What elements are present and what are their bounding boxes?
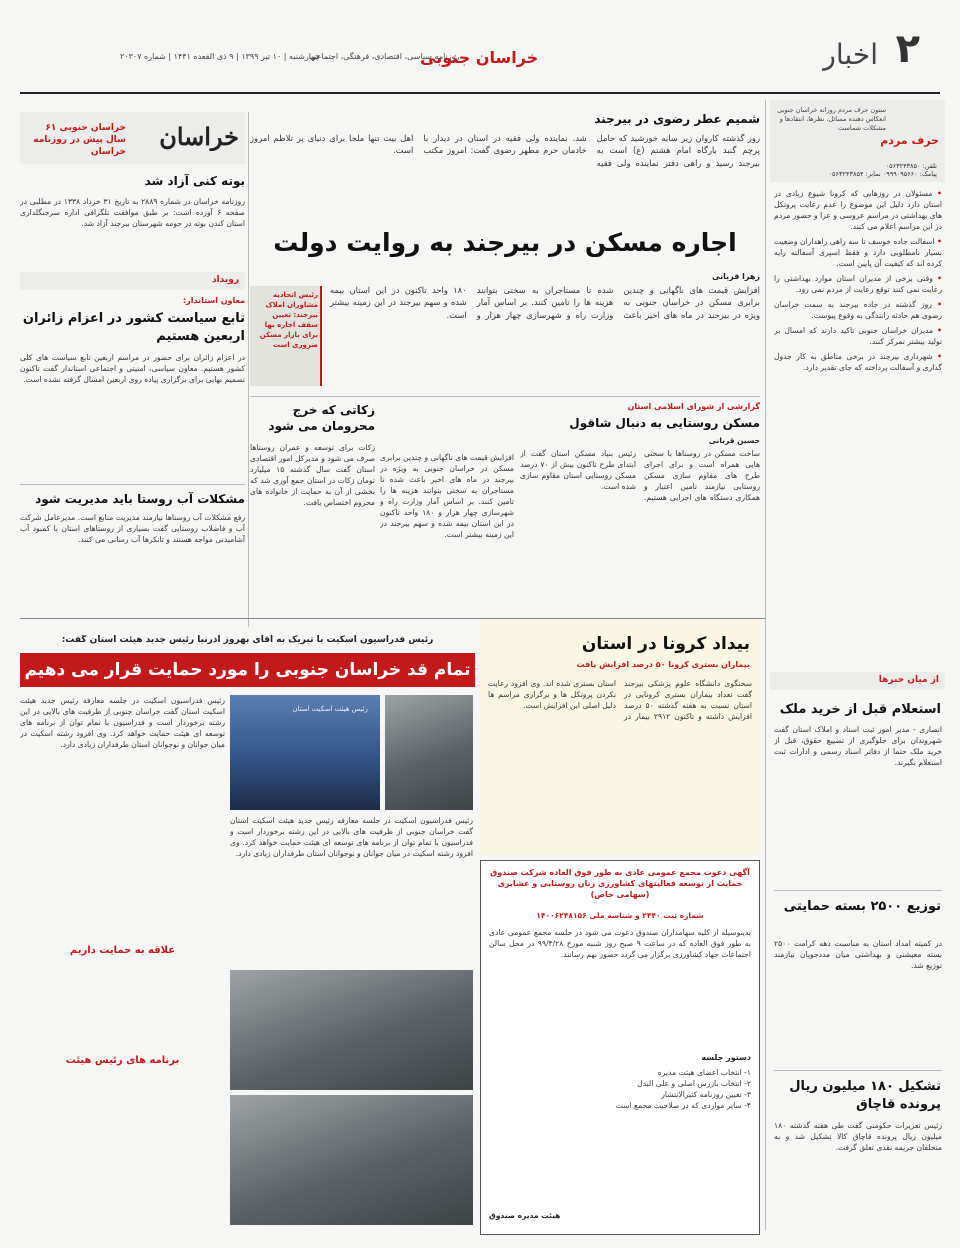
sports-kicker: رئیس فدراسیون اسکیت با تبریک به آقای بهروز آذرنیا رئیس جدید هیئت استان گفت: bbox=[61, 635, 434, 645]
paper-name: خراسان جنوبی bbox=[420, 48, 539, 67]
sports-photo-3 bbox=[230, 970, 473, 1090]
sports-photo-4 bbox=[230, 1095, 473, 1225]
council-story bbox=[520, 402, 760, 612]
top-story-body: روز گذشته کاروان زیر سایه خورشید که حامل پرچم گنبد بارگاه امام هشتم (ع) است به بیرجند رسید و راهی دفتر نماینده ولی فقیه شد. نماینده ولی فقیه در استان در دیدار با خادمان حرم مطهر رضوی گفت: امروز مکتب اهل بیت تنها ملجا برای دنیای پر تلاطم امروز است. bbox=[250, 133, 760, 168]
sms-number: ۰۹۹۹۰۹۵۶۶۰ bbox=[882, 170, 918, 178]
archive-box bbox=[20, 112, 245, 164]
masthead bbox=[0, 0, 960, 110]
main-body: افزایش قیمت های ناگهانی و چندین برابری مسکن در خراسان جنوبی به ویژه در بیرجند در ماه های اخیر باعث شده تا مستاجران به سختی بتوانند هزینه ها را تامین کنند. بر اساس آمار وزارت راه و شهرسازی چهار هزار و ۱۸۰ واحد تاکنون در این استان بیمه شده و سهم بیرجند در این زمینه بیشتر است. bbox=[330, 285, 760, 320]
zakat-story bbox=[250, 402, 375, 617]
reader-voice-desc: ستون حرف مردم روزانه خراسان جنوبی انعکاس دهنده مسائل، نظرها، انتقادها و مشکلات شماست bbox=[777, 106, 886, 132]
sports-headline-band bbox=[20, 653, 475, 687]
zakat-body: زکات برای توسعه و عمران روستاها صرف می شود و مدیرکل امور اقتصادی استان گفت سال گذشته ۱۵ میلیارد تومان زکات در استان جمع آوری شد که بخشی از آن به حمایت از خانواده های محروم اختصاص یافت. bbox=[250, 443, 375, 507]
agenda-item: ۳- تعیین روزنامه کثیرالانتشار bbox=[661, 1090, 751, 1099]
event-1-kicker: معاون استاندار: bbox=[182, 296, 245, 305]
event-2-title: مشکلات آب روستا باید مدیریت شود bbox=[35, 492, 245, 506]
reader-voice-label: حرف مردم bbox=[880, 134, 939, 147]
events-label: رویداد bbox=[211, 275, 239, 285]
council-continued: افزایش قیمت های ناگهانی و چندین برابری مسکن در خراسان جنوبی به ویژه در بیرجند در ماه های اخیر باعث شده تا مستاجران به سختی بتوانند هزینه ها را تامین کنند. بر اساس آمار وزارت راه و شهرسازی چهار هزار و ۱۸۰ واحد تاکنون در این استان بیمه شده و سهم بیرجند در این زمینه بیشتر است. bbox=[380, 452, 514, 612]
sports-sub2: برنامه های رئیس هیئت bbox=[20, 1055, 225, 1066]
section-title: اخبار bbox=[822, 38, 878, 71]
corona-body: سخنگوی دانشگاه علوم پزشکی بیرجند گفت تعداد بیماران بستری کرونایی در استان نسبت به هفته گذشته ۵۰ درصد افزایش داشته و تاکنون ۲۹۱۲ بیمار در استان بستری شده اند. وی افزود رعایت نکردن پروتکل ها و برگزاری مراسم ها دلیل اصلی این افزایش است. bbox=[488, 679, 752, 721]
ad-body: بدینوسیله از کلیه سهامداران صندوق دعوت می شود در جلسه مجمع عمومی عادی به طور فوق العاده که در ساعت ۹ صبح روز شنبه مورخ ۹۹/۴/۲۸ در محل سالن اجتماعات جهاد کشاورزی برگزار می گردد حضور بهم رسانند. bbox=[489, 928, 751, 959]
sms-row: پیامک: ۰۹۹۹۰۹۵۶۶۰ نمابر: ۰۵۶۳۲۴۳۸۵۴ bbox=[828, 170, 937, 178]
reader-voice-header bbox=[770, 100, 945, 182]
reader-item: روز گذشته در جاده بیرجند به سمت خراسان رضوی هم حادثه رانندگی به وقوع پیوست. bbox=[774, 300, 942, 320]
sports-headline: تمام قد خراسان جنوبی را مورد حمایت قرار می دهیم bbox=[24, 660, 471, 680]
tagline: روزنامه سیاسی، اقتصادی، فرهنگی، اجتماعی bbox=[310, 52, 460, 61]
brief-3-title: تشکیل ۱۸۰ میلیون ریال پرونده قاچاق bbox=[789, 1079, 941, 1112]
ad-sign: هیئت مدیره صندوق bbox=[489, 1211, 561, 1220]
sports-quote: علاقه به حمایت داریم bbox=[20, 945, 225, 956]
sports-body-2: رئیس فدراسیون اسکیت در جلسه معارفه رئیس جدید هیئت اسکیت استان گفت خراسان جنوبی از ظرفیت های بالایی در این رشته برخوردار است و فدراسیون با تمام توان از برنامه های توسعه ای هیئت حمایت خواهد کرد. وی افزود رشته اسکیت در میان جوانان و نوجوانان استان طرفداران زیادی دارد. bbox=[230, 816, 473, 858]
archive-body: روزنامه خراسان در شماره ۲۸۸۹ به تاریخ ۳۱ خرداد ۱۳۳۸ در مطلبی در صفحه ۶ آورده است: بر طبق موافقت تلگرافی اداره سرجنگلداری استان کندن بوته در حومه شهرستان بیرجند آزاد شد. bbox=[20, 197, 245, 228]
slide-text: رئیس هیئت اسکیت استان bbox=[292, 705, 368, 713]
sports-story bbox=[20, 625, 475, 1235]
archive-logo: خراسان bbox=[159, 122, 239, 151]
briefs-label: از میان خبرها bbox=[878, 675, 939, 685]
sports-body: رئیس فدراسیون اسکیت در جلسه معارفه رئیس جدید هیئت اسکیت استان گفت خراسان جنوبی از ظرفیت های بالایی در این رشته برخوردار است و فدراسیون با تمام توان از برنامه های توسعه ای هیئت حمایت خواهد کرد. وی افزود رشته اسکیت در میان جوانان و نوجوانان استان طرفداران زیادی دارد. bbox=[20, 696, 225, 749]
top-story-kicker: شمیم عطر رضوی در بیرجند bbox=[594, 112, 760, 126]
agenda-item: ۴- سایر مواردی که در صلاحیت مجمع است bbox=[615, 1101, 751, 1110]
reader-voice-items: • مسئولان در روزهایی که کرونا شیوع زیادی در استان دارد دلیل این موضوع را عدم رعایت پروتکل های بهداشتی در مراسم عروسی و عزا و حضور مردم در این مراسم اعلام می کنند. • اسفالت جاده خوسف تا سه راهی راهداران وضعیت بسیار نامطلوبی دارد و فقط اسپری آسفالته رایه کرده اند که کیفیت آن پایین است. • وقتی برخی از مدیران استان موارد بهداشتی را رعایت نمی کنند توقع رعایت از مردم نمی رود. • روز گذشته در جاده بیرجند به سمت خراسان رضوی هم حادثه رانندگی به وقوع پیوست. • مدیران خراسان جنوبی تاکید دارند که امسال بر تولید بیشتر تمرکز کنند. • شهرداری بیرجند در برخی مناطق به کار جدول گذاری و آسفالت پرداخته که جای تقدیر دارد. bbox=[774, 189, 942, 372]
issue-line: چهارشنبه | ۱۰ تیر ۱۳۹۹ | ۹ ذی القعده ۱۴۴۱ | شماره ۲۰۳۰۷ bbox=[120, 52, 320, 61]
main-story bbox=[250, 224, 760, 394]
ad-box bbox=[480, 860, 760, 1235]
reader-item: اسفالت جاده خوسف تا سه راهی راهداران وضعیت بسیار نامطلوبی دارد و فقط اسپری آسفالته رایه کرده اند که کیفیت آن پایین است. bbox=[774, 237, 942, 268]
corona-headline: بیداد کرونا در استان bbox=[581, 634, 750, 654]
event-1-title: تابع سیاست کشور در اعزام زائران اربعین هستیم bbox=[22, 311, 245, 344]
sports-photo-1 bbox=[230, 695, 380, 810]
main-headline: اجاره مسکن در بیرجند به روایت دولت bbox=[273, 228, 737, 257]
event-2-body: رفع مشکلات آب روستاها نیازمند مدیریت منابع است. مدیرعامل شرکت آب و فاضلاب روستایی گفت بسیاری از روستاهای استان با کمبود آب آشامیدنی مواجه هستند و تانکرها آب رسانی می کنند. bbox=[20, 513, 245, 544]
council-kicker: گزارشی از شورای اسلامی استان bbox=[627, 402, 760, 411]
brief-1-body: انصاری - مدیر امور ثبت اسناد و املاک استان گفت شهروندان برای جلوگیری از تضییع حقوق، قبل از خرید ملک حتما از دفاتر اسناد رسمی و ادارات ثبت استعلام بگیرند. bbox=[774, 725, 942, 767]
ad-title: آگهی دعوت مجمع عمومی عادی به طور فوق العاده شرکت صندوق حمایت از توسعه فعالیتهای کشاورزی زنان روستایی و عشایری (سهامی خاص) bbox=[490, 868, 750, 899]
corona-sub: بیماران بستری کرونا ۵۰ درصد افزایش یافت bbox=[576, 660, 750, 669]
corona-story bbox=[480, 620, 760, 855]
brief-3-body: رئیس تعزیرات حکومتی گفت طی هفته گذشته ۱۸۰ میلیون ریال پرونده قاچاق کالا تشکیل شد و به متخلفان جریمه نقدی تعلق گرفت. bbox=[774, 1121, 942, 1152]
top-story bbox=[250, 112, 760, 222]
ad-agenda-title: دستور جلسه bbox=[701, 1053, 751, 1062]
brief-1-title: استعلام قبل از خرید ملک bbox=[779, 702, 941, 717]
page-number: ۲ bbox=[895, 26, 920, 72]
zakat-headline: زکاتی که خرج محرومان می شود bbox=[268, 403, 375, 433]
ad-agenda bbox=[489, 1067, 751, 1207]
brief-2-title: توزیع ۲۵۰۰ بسته حمایتی bbox=[783, 899, 941, 914]
phone-number: ۰۵۶۳۲۴۳۸۵۰ bbox=[885, 162, 921, 170]
agenda-item: ۱- انتخاب اعضای هیئت مدیره bbox=[657, 1068, 751, 1077]
contact-row: تلفن: ۰۵۶۳۲۴۳۸۵۰ bbox=[885, 162, 937, 170]
archive-heading: بوته کنی آزاد شد bbox=[144, 174, 245, 188]
brief-2-body: در کمیته امداد استان به مناسبت دهه کرامت ۲۵۰۰ بسته معیشتی و بهداشتی میان مددجویان نیازمند توزیع شد. bbox=[774, 939, 942, 970]
fax-number: ۰۵۶۳۲۴۳۸۵۴ bbox=[828, 170, 864, 178]
agenda-item: ۲- انتخاب بازرس اصلی و علی البدل bbox=[637, 1079, 751, 1088]
ad-reg: شماره ثبت ۲۴۴۰ و شناسه ملی ۱۴۰۰۶۲۴۸۱۵۶ bbox=[536, 911, 704, 920]
main-byline: زهرا قربانی bbox=[712, 272, 760, 281]
reader-item: مسئولان در روزهایی که کرونا شیوع زیادی در استان دارد دلیل این موضوع را عدم رعایت پروتکل های بهداشتی در مراسم عروسی و عزا و حضور مردم در این مراسم اعلام می کنند. bbox=[774, 189, 942, 231]
council-byline: حسین قربانی bbox=[708, 436, 760, 445]
reader-item: شهرداری بیرجند در برخی مناطق به کار جدول گذاری و آسفالت پرداخته که جای تقدیر دارد. bbox=[774, 352, 942, 372]
reader-item: وقتی برخی از مدیران استان موارد بهداشتی را رعایت نمی کنند توقع رعایت از مردم نمی رود. bbox=[774, 274, 942, 294]
council-headline: مسکن روستایی به دنبال شاقول bbox=[569, 416, 760, 430]
reader-voice-column bbox=[770, 100, 945, 670]
event-1-body: در اعزام زائران برای حضور در مراسم اربعین تابع سیاست های کلی کشور هستیم. معاون سیاسی، امنیتی و اجتماعی استاندار گفت تاکنون تصمیم نهایی برای برگزاری پیاده روی اربعین امسال گرفته نشده است. bbox=[20, 353, 245, 384]
left-column bbox=[20, 112, 245, 622]
council-body: ساخت مسکن در روستاها با سختی هایی همراه است و برای اجرای طرح های مقاوم سازی مسکن روستایی نیازمند تامین اعتبار و همکاری دستگاه های اجرایی هستیم. رئیس بنیاد مسکن استان گفت از ابتدای طرح تاکنون بیش از ۷۰ درصد مسکن روستایی استان مقاوم سازی شده است. bbox=[520, 449, 760, 502]
sports-photo-2 bbox=[385, 695, 473, 810]
main-sidebox: رئیس اتحادیه مشاوران املاک بیرجند: تعیین سقف اجاره بها برای بازار مسکن ضروری است bbox=[250, 286, 322, 386]
reader-item: مدیران خراسان جنوبی تاکید دارند که امسال بر تولید بیشتر تمرکز کنند. bbox=[774, 326, 942, 346]
archive-title: خراسان جنوبی ۶۱ سال پیش در روزنامه خراسان bbox=[33, 123, 126, 157]
news-briefs bbox=[770, 672, 945, 1232]
